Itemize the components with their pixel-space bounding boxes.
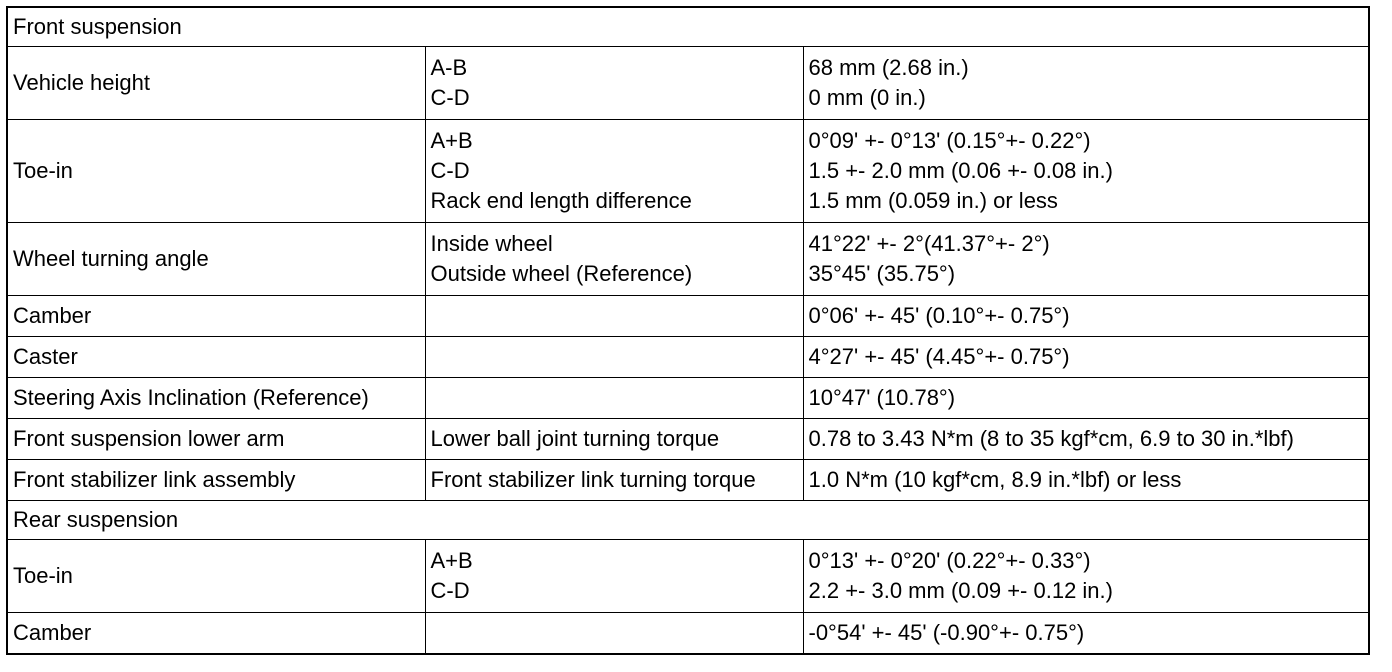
value-text: 35°45' (35.75°) [808, 261, 956, 286]
item-cell: Front stabilizer link assembly [7, 460, 425, 501]
suspension-spec-table [6, 6, 1370, 655]
item-cell: Caster [7, 337, 425, 378]
condition-cell: Lower ball joint turning torque [425, 419, 803, 460]
value-text: 68 mm (2.68 in.) [808, 55, 969, 80]
condition-cell [425, 540, 803, 613]
condition-cell [425, 613, 803, 655]
item-cell: Camber [7, 613, 425, 655]
table-row [7, 378, 1369, 419]
condition-text: C-D [430, 158, 470, 183]
item-cell: Vehicle height [7, 47, 425, 120]
section-header-row [7, 501, 1369, 540]
item-cell: Wheel turning angle [7, 223, 425, 296]
value-cell: 0°06' +- 45' (0.10°+- 0.75°) [803, 296, 1369, 337]
value-text: 1.5 mm (0.059 in.) or less [808, 188, 1058, 213]
value-text: 1.5 +- 2.0 mm (0.06 +- 0.08 in.) [808, 158, 1113, 183]
table-row [7, 337, 1369, 378]
table-row [7, 613, 1369, 655]
condition-cell [425, 120, 803, 223]
item-cell: Toe-in [7, 540, 425, 613]
value-cell [803, 47, 1369, 120]
value-text: 41°22' +- 2°(41.37°+- 2°) [808, 231, 1050, 256]
table-row [7, 47, 1369, 120]
condition-text: A+B [430, 128, 473, 153]
table-row [7, 540, 1369, 613]
value-cell: -0°54' +- 45' (-0.90°+- 0.75°) [803, 613, 1369, 655]
value-cell: 1.0 N*m (10 kgf*cm, 8.9 in.*lbf) or less [803, 460, 1369, 501]
condition-cell [425, 47, 803, 120]
value-cell: 4°27' +- 45' (4.45°+- 0.75°) [803, 337, 1369, 378]
table-row [7, 296, 1369, 337]
condition-cell [425, 296, 803, 337]
condition-cell [425, 223, 803, 296]
section-title-rear: Rear suspension [7, 501, 1369, 540]
item-cell: Toe-in [7, 120, 425, 223]
item-cell: Steering Axis Inclination (Reference) [7, 378, 425, 419]
table-row [7, 223, 1369, 296]
table-row [7, 120, 1369, 223]
value-text: 2.2 +- 3.0 mm (0.09 +- 0.12 in.) [808, 578, 1113, 603]
section-title-front: Front suspension [7, 7, 1369, 47]
value-text: 0°13' +- 0°20' (0.22°+- 0.33°) [808, 548, 1091, 573]
condition-text: C-D [430, 85, 470, 110]
condition-text: C-D [430, 578, 470, 603]
condition-cell [425, 337, 803, 378]
condition-text: A+B [430, 548, 473, 573]
item-cell: Front suspension lower arm [7, 419, 425, 460]
value-cell [803, 223, 1369, 296]
item-cell: Camber [7, 296, 425, 337]
condition-text: Outside wheel (Reference) [430, 261, 693, 286]
condition-text: Rack end length difference [430, 188, 692, 213]
value-text: 0°09' +- 0°13' (0.15°+- 0.22°) [808, 128, 1091, 153]
section-header-row [7, 7, 1369, 47]
condition-text: Inside wheel [430, 231, 553, 256]
table-row [7, 460, 1369, 501]
table-row [7, 419, 1369, 460]
condition-text: A-B [430, 55, 468, 80]
value-cell: 0.78 to 3.43 N*m (8 to 35 kgf*cm, 6.9 to 30 in.*lbf) [803, 419, 1369, 460]
value-cell [803, 120, 1369, 223]
value-cell: 10°47' (10.78°) [803, 378, 1369, 419]
value-text: 0 mm (0 in.) [808, 85, 926, 110]
value-cell [803, 540, 1369, 613]
condition-cell [425, 378, 803, 419]
condition-cell: Front stabilizer link turning torque [425, 460, 803, 501]
